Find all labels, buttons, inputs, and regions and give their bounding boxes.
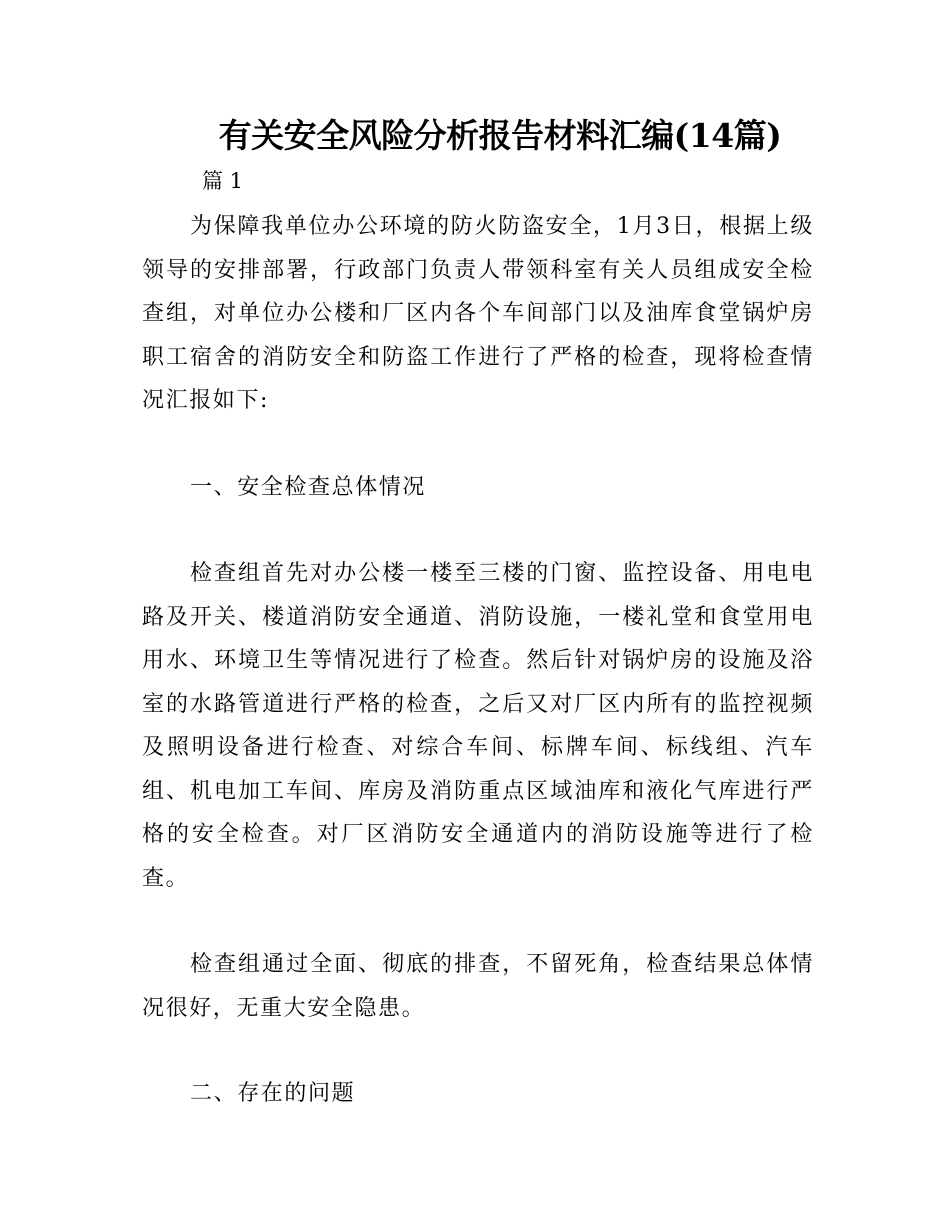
paragraph-inspection-details: 检查组首先对办公楼一楼至三楼的门窗、监控设备、用电电路及开关、楼道消防安全通道、消防设施，一楼礼堂和食堂用电用水、环境卫生等情况进行了检查。然后针对锅炉房的设施及浴室的水路管道进行严格的检查，之后又对厂区内所有的监控视频及照明设备进行检查、对综合车间、标牌车间、标线组、汽车组、机电加工车间、库房及消防重点区域油库和液化气库进行严格的安全检查。对厂区消防安全通道内的消防设施等进行了检查。 [142, 561, 814, 891]
heading-inspection-overview: 一、安全检查总体情况 [190, 475, 427, 500]
section-label: 篇 1 [202, 169, 244, 193]
document-title: 有关安全风险分析报告材料汇编(14篇) [218, 116, 782, 155]
paragraph-intro: 为保障我单位办公环境的防火防盗安全，1月3日，根据上级领导的安排部署，行政部门负责人带领科室有关人员组成安全检查组，对单位办公楼和厂区内各个车间部门以及油库食堂锅炉房职工宿舍的消防安全和防盗工作进行了严格的检查，现将检查情况汇报如下: [142, 214, 814, 413]
heading-existing-problems: 二、存在的问题 [190, 1081, 356, 1106]
paragraph-inspection-result: 检查组通过全面、彻底的排查，不留死角，检查结果总体情况很好，无重大安全隐患。 [142, 952, 814, 1021]
